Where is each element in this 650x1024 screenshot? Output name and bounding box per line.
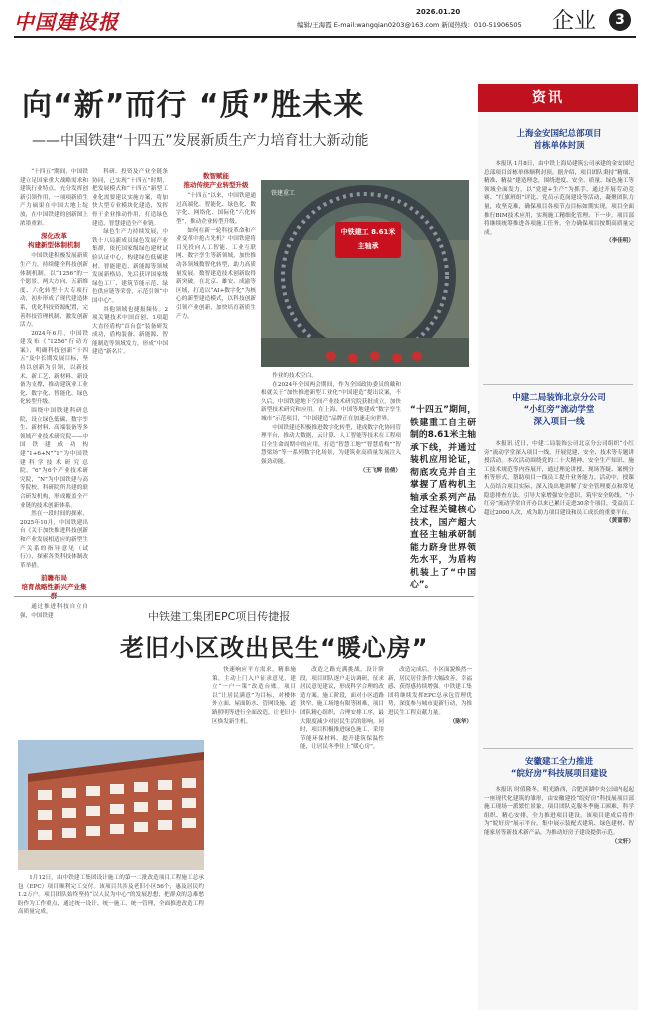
issue-meta: 编辑/王海霞 E-mail:wangqian0203@163.com 新闻热线：010-51906505 [297,21,522,29]
lead-subheadline: ——中国铁建“十四五”发展新质生产力培育壮大新动能 [32,133,369,149]
lead-subtitle-3: 数智赋能 推动传统产业转型升级 [183,172,249,189]
section-title: 企业 [552,9,597,34]
page-number: 3 [609,9,631,31]
epc-headline: 老旧小区改出民生“暖心房” [120,634,429,662]
lead-column-1: “十四五”期间，中国铁建立足国家重大战略需求和建筑行业特点，充分发挥创新引领作用，一项项新质生产力硕果在中国大地上绽放，在中国铁建的创新图上浓墨重彩。 深化改革 构建新型体制机制 中国铁建积极发展新质生产力，持续健全科技创新体制机制，以“1256”的一个愿景、两大方向、五新维度、六化转型十大专项行动，初步形成了现代建造体系，优化科技资源配置，完善科技管理机制，激发创新活力。 2024年6月，中国铁建发布《“1256”行动方案》，明确科技创新“十四五”及中长期发展目标，坚持以创新为引领，以新技术、新工艺、新材料、新设备为支撑，推动建筑业工业化、数字化、智能化、绿色化转型升级。 围绕中国铁建科研总院，设立绿色低碳、数字孪生、新材料、高端装备等多领域产业技术研究院——中国铁建成功构建“1+6+N”“1”为中国铁建科学技术研究总院，“6”为6个产业技术研究院，“N”为中国铁建与高等院校、科研院所共建的联合研发机构，形成覆盖全产业链的技术创新体系。 然在一段时间的探索，2025年10月，中国铁建出台《关于加快推进科技创新和产业发展相适应的新型生产关系的指导意见（试行）》，探索各类科技体制改革举措。 前瞻布局 培育战略性新兴产业集 通过推进科技自立自强，中国铁建 [20,169,88,619]
epc-column-2: 快速响应平方需求，精准施策，主动上门入户征求意见，建立“一户一策”改造台账。项目以“让居民满意”为目标，对楼体外立面、屋面防水、管网设施、道路照明等进行全面改造，让老旧小区焕发新生机。 [212,667,296,725]
bearing-photo [261,180,469,367]
brief-1-body: 本报讯 1月8日，由中铁上海局建筑公司承建的金安国纪总部项目首栋单体顺利封顶。据介绍，项目团队秉持“精细、精准、精益”建造理念，围绕进度、安全、质量、绿色施工等领域全面发力，以“党建+生产”为抓手，通过开展劳动竞赛、“红旗班组”评比、党员示范岗建设等活动，凝聚团队力量，攻坚克难，确保项目各项节点目标如期实现。项目全面推行BIM技术应用，实现施工精细化管理。下一步，项目部将继续统筹推进各项施工任务，全力确保项目按期高质量完成。 （李佳明） [484,161,634,245]
issue-date: 2026.01.20 [416,8,461,16]
photo-banner: 中铁建工 8.61米 主轴承 [340,228,396,250]
brief-1-title: 上海金安国纪总部项目 首栋单体封顶 [516,129,602,151]
masthead-logo: 中国建设报 [14,10,119,34]
brief-separator [483,748,633,749]
bearing-caption: “十四五”期间，铁建重工自主研制的8.61米主轴承下线，并通过装机应用论证，彻底攻克并自主掌握了盾构机主轴承全系列产品全过程关键核心技术，国产超大直径主轴承研制能力跻身世界领先水平，为盾构机装上了“中国心”。 [410,405,476,590]
lead-column-2b: 数智赋能 推动传统产业转型升级 “十四五”以来，中国铁建通过高端化、智能化、绿色化、数字化、网络化、国际化“六化转型”，推动企业转型升级。 如何在新一轮科技革命和产业变革中抢占先机？中国铁建将目光投向人工智能、工业互联网、数字孪生等新领域，加快推动各领域数智化转型，助力高质量发展。数智建造技术创新取得新突破。在北京、雄安、成渝等区域，打造以“AI+数字化”为核心的新型建造模式，以科技创新引领产业创新，加快培育新质生产力。 [176,172,256,320]
masthead-rule [14,36,636,38]
epc-column-1: 1月12日，由中铁建工集团设计施工的第一二批改造项目工程施工总承包（EPC）项目顺利完工交付。该项目共涉及老旧小区56个，惠及居民约1.2万户。项目团队始终坚持“以人民为中心”的发展思想，把群众的急难愁盼作为工作重点，通过统一设计、统一施工、统一管理，全面推进改造工程高质量完成。 [18,875,204,916]
epc-kicker: 中铁建工集团EPC项目传捷报 [148,610,291,623]
apartment-illustration [18,740,204,870]
lead-column-3: 作业的技术空白。 在2024年全国两会期间，作为全国政协委员的戴和根就关于“加快推进新型工业化”中国建造“提出议案，不久后，中国铁建地下空间产业技术研究院获批成立，加快新型技术研究和应用。在上海、中国等地建成“数字孪生城市”示范项目，“中国建造”品牌正在加速走向世界。 中国铁建还积极推进数字化转型，建成数字化协同管理平台，推动大数据、云计算、人工智能等技术在工程项目全生命周期中的应用，打造“智慧工地”“智慧盾构”“智慧梁场”等一系列数字化场景，为建筑业高质量发展注入强劲动能。 （王飞辉 岳倩） [261,373,401,474]
brief-3-title: 安徽建工全力推进 “皖好房”科技展项目建设 [510,757,608,779]
lead-subtitle-1: 深化改革 构建新型体制机制 [28,232,80,249]
bearing-illustration [261,180,469,367]
lead-subtitle-2: 前瞻布局 培育战略性新兴产业集 [21,574,87,591]
brief-3-body: 本报讯 时值隆冬，明光路西，合肥滨湖中央公园内起起一座现代化建筑的雏形，由安徽建投“皖好房”科技展项目部施工现场一派繁忙景象。项目团队克服冬季施工困难，科学组织、精心安排，全力推进项目建设。该项目建成后将作为“皖好房”展示平台，集中展示装配式建筑、绿色建材、智能家居等新技术新产品，为推动好房子建设提供示范。 （文轩） [484,787,634,845]
epc-column-3: 改造之路充满挑战。设计阶段，项目团队逐户走访调研，征求居民意见建议，形成科学合理的改造方案。施工阶段，面对小区道路狭窄、施工场地有限等困难，项目团队精心组织，合理安排工序，最大限度减少对居民生活的影响。同时，项目积极推进绿色施工，采用节能环保材料，提升建筑保温性能，让居民冬季住上“暖心房”。 [300,667,384,751]
apartment-photo [18,740,204,870]
news-tag: 资讯 [478,84,638,112]
brief-separator [483,384,633,385]
lead-column-2a: 科研、投资及产业全链条协同，已实现“十四五”时期，把发展模式和“十四五”新型工业化需要建议实施方案，将加快大型专业模块化建造，发挥骨干企业推动作用，打造绿色建造、智慧建造全产业链。 绿色生产力持续发展，中铁十八局新成员绿色发展产业集群，依托国家级绿色建材试验认证中心，构建绿色低碳建材、智能建造、新能源等领域发展新格局，先后获评国家级绿色工厂、建筑节能示范、绿色供应链等荣誉，示范引领“中国中心”。 其他领域也捷报频传。2项关键技术中国首创、1项超大直径盾构“首台套”装备研发成功，盾构装备、新能源、智能制造等领域发力，形成“中国建造”新名片。 [92,169,168,356]
section-divider [14,596,474,597]
epc-column-4: 改造完成后，小区面貌焕然一新，居民居住条件大幅改善，幸福感、获得感持续增强。中铁建工集团将继续发挥EPC总承包管理优势，深度参与城市更新行动，为推进民生工程贡献力量。 （陈华） [388,667,472,725]
photo-badge: 铁建重工 [271,190,296,197]
brief-2-title: 中建二局装饰北京分公司 “小红旁”流动学堂 深入项目一线 [512,393,606,427]
lead-headline: 向“新”而行 “质”胜未来 [22,88,365,123]
brief-2-body: 本报讯 近日，中建二局装饰公司北京分公司组织“小红旁”流动学堂深入项目一线，开展党建、安全、技术等专题讲授活动。本次活动围绕党的二十大精神、安全生产知识、施工技术规范等内容展开，通过理论讲授、现场答疑、案例分析等形式，帮助项目一线员工提升业务能力。活动中，授课人员结合项目实际，深入浅出地讲解了安全管理要点和常见隐患排查方法，引导大家增强安全意识，筑牢安全防线。“小红旁”流动学堂自开办以来已累计走进30余个项目，受益员工超过2000人次，成为助力项目建设和员工成长的重要平台。 （黄蔷蓉） [484,441,634,525]
